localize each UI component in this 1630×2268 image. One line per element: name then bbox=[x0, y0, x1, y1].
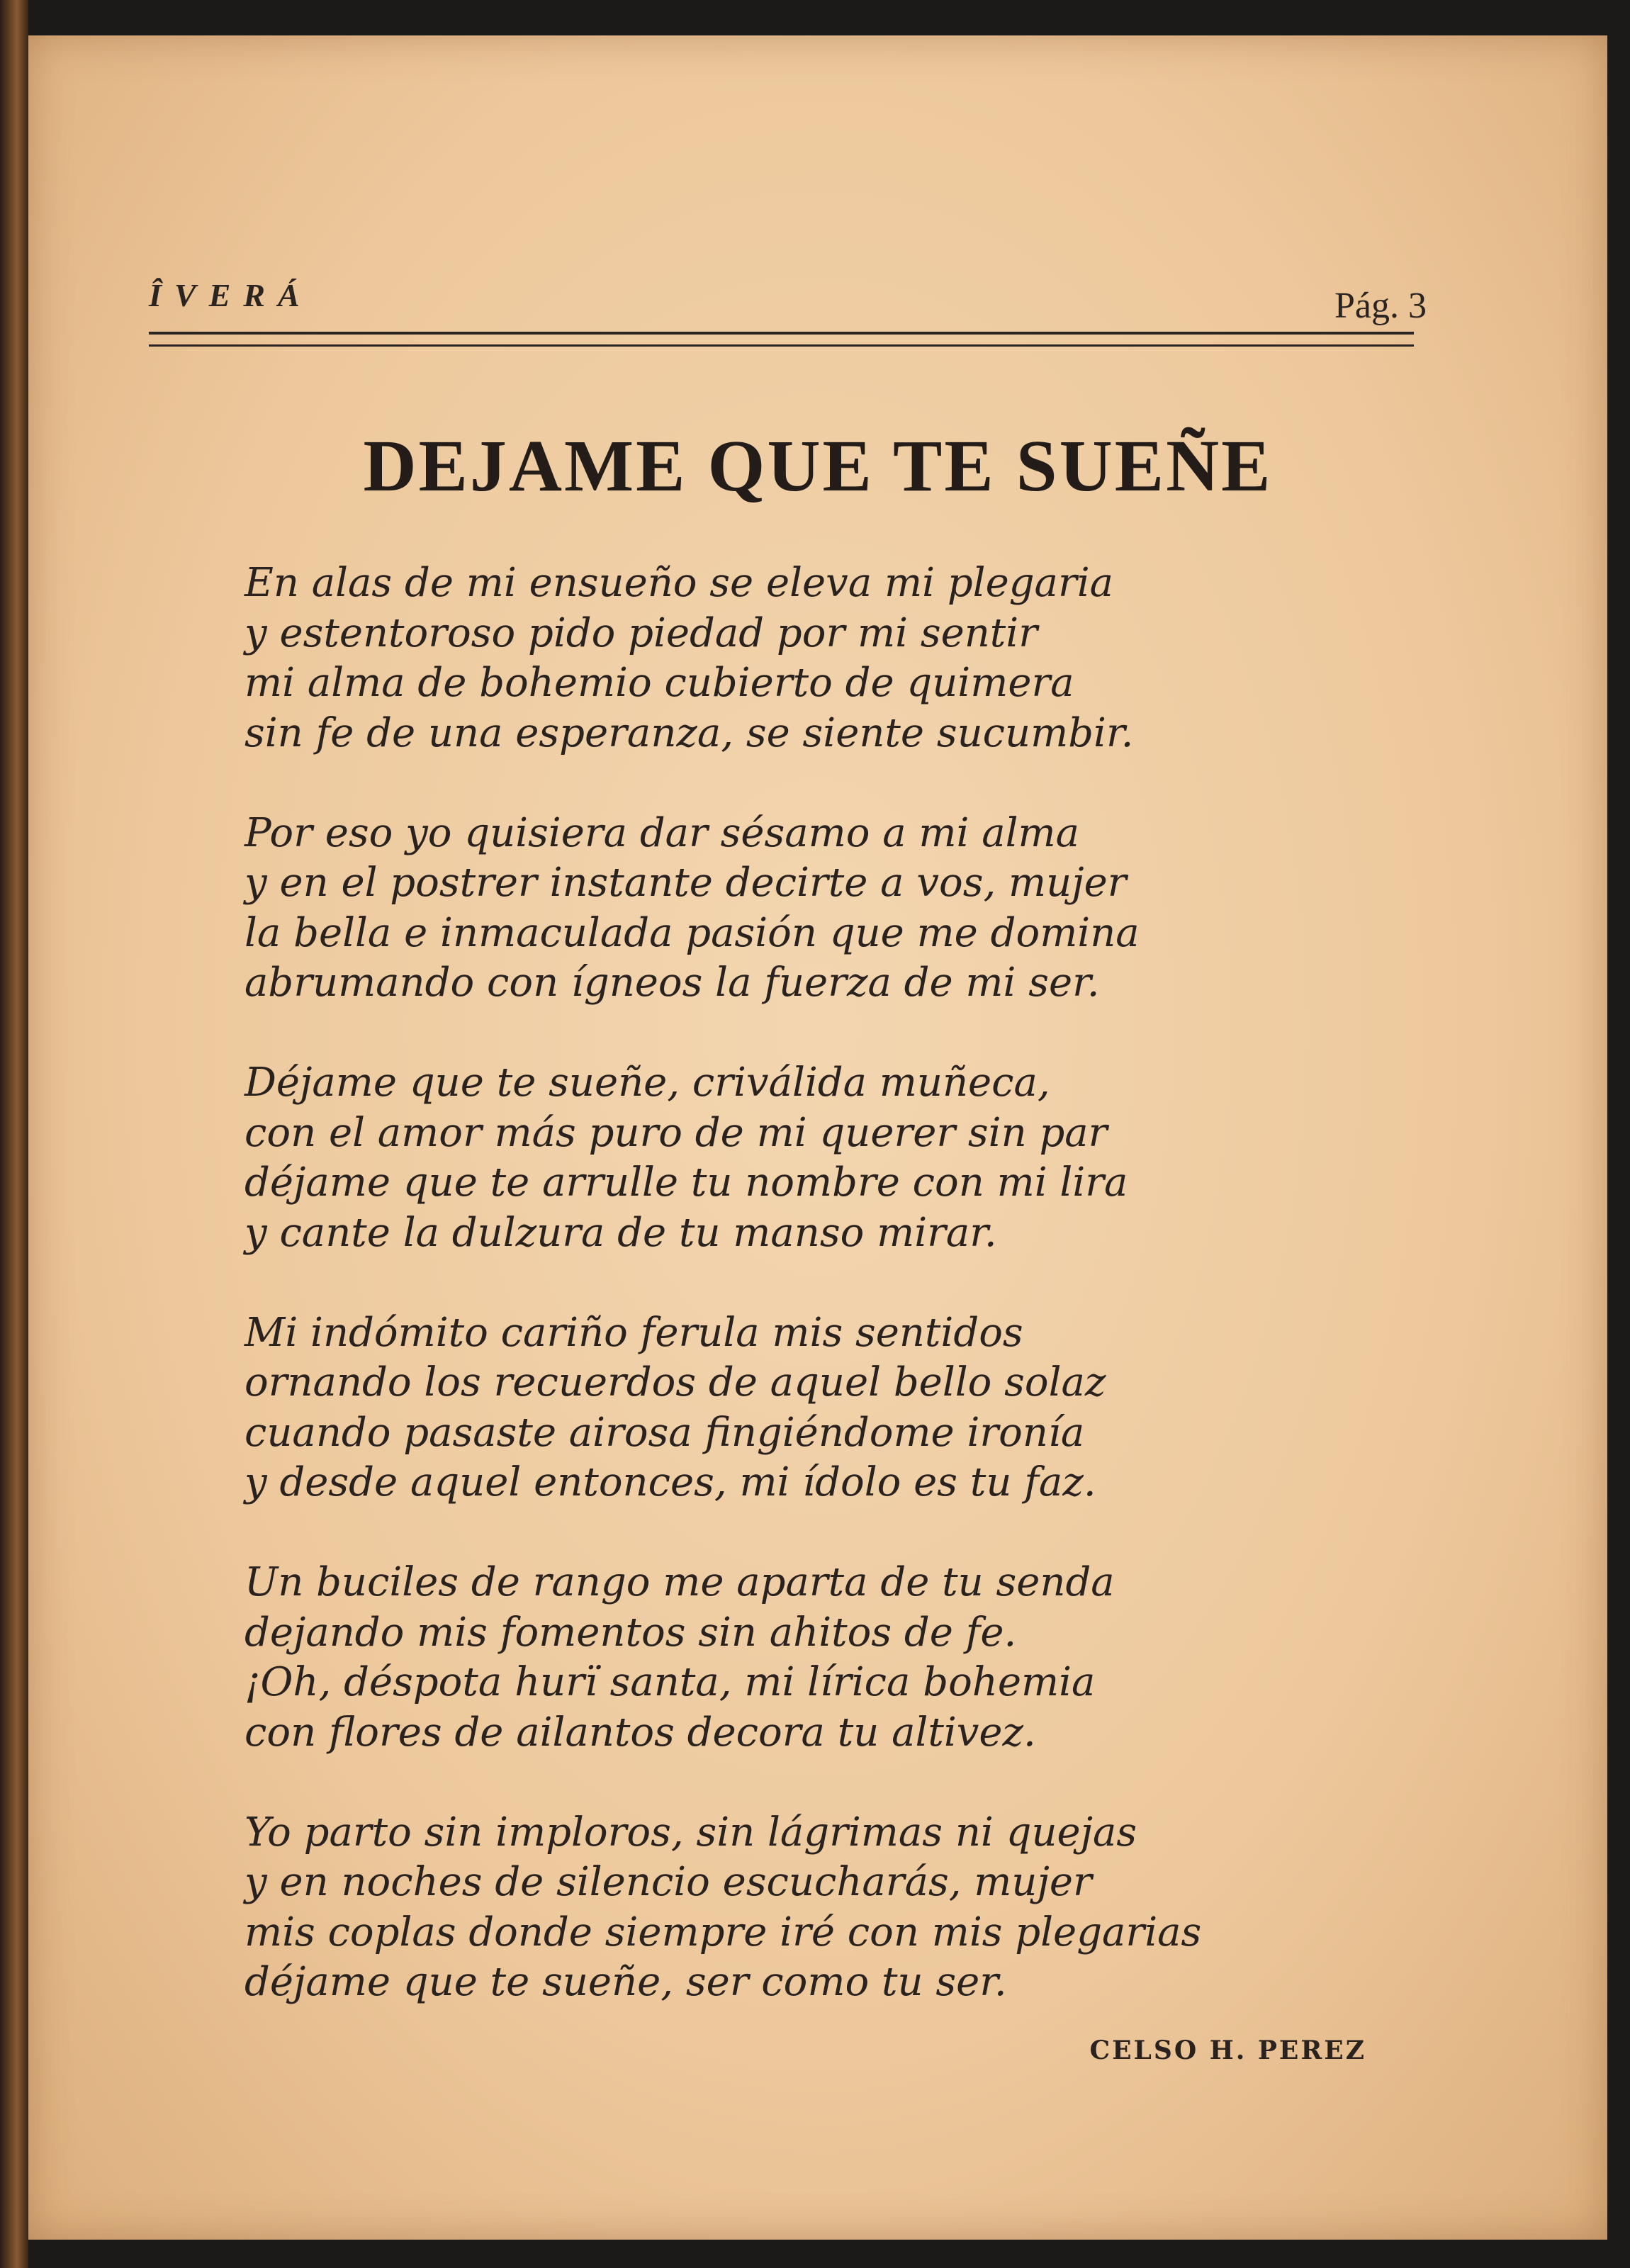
poem-line: cuando pasaste airosa fingiéndome ironía bbox=[244, 1409, 1085, 1456]
poem-line: y cante la dulzura de tu manso mirar. bbox=[244, 1209, 997, 1256]
poem-line: Yo parto sin imploros, sin lágrimas ni quejas bbox=[244, 1809, 1137, 1856]
poem-line: y en el postrer instante decirte a vos, mujer bbox=[244, 860, 1127, 906]
poem-line: Por eso yo quisiera dar sésamo a mi alma bbox=[244, 809, 1080, 856]
poem-author: CELSO H. PEREZ bbox=[1089, 2036, 1366, 2065]
poem-line: mi alma de bohemio cubierto de quimera bbox=[244, 660, 1074, 706]
poem-line: y en noches de silencio escucharás, mujer bbox=[244, 1859, 1092, 1905]
poem-line: Déjame que te sueñe, criválida muñeca, bbox=[244, 1060, 1050, 1106]
poem-stanza bbox=[244, 1558, 1201, 1758]
poem-line: déjame que te sueñe, ser como tu ser. bbox=[244, 1959, 1007, 2005]
magazine-page bbox=[28, 35, 1607, 2240]
book-spine bbox=[0, 0, 28, 2268]
poem-line: sin fe de una esperanza, se siente sucumbir. bbox=[244, 709, 1134, 756]
poem-line: y estentoroso pido piedad por mi sentir bbox=[244, 610, 1038, 656]
poem-stanza bbox=[244, 1808, 1201, 2008]
poem-line: Un buciles de rango me aparta de tu senda bbox=[244, 1559, 1115, 1605]
poem-title: DEJAME QUE TE SUEÑE bbox=[363, 425, 1273, 507]
poem-line: ¡Oh, déspota hurï santa, mi lírica bohemia bbox=[244, 1659, 1096, 1705]
poem-body bbox=[244, 558, 1201, 2058]
magazine-name: ÎVERÁ bbox=[149, 277, 313, 313]
poem-line: mis coplas donde siempre iré con mis plegarias bbox=[244, 1909, 1202, 1955]
poem-line: y desde aquel entonces, mi ídolo es tu faz. bbox=[244, 1459, 1096, 1505]
header-rule bbox=[149, 332, 1414, 347]
poem-stanza bbox=[244, 1058, 1201, 1258]
poem-line: con flores de ailantos decora tu altivez. bbox=[244, 1709, 1036, 1756]
poem-line: abrumando con ígneos la fuerza de mi ser. bbox=[244, 960, 1100, 1006]
poem-line: con el amor más puro de mi querer sin par bbox=[244, 1109, 1108, 1156]
poem-line: déjame que te arrulle tu nombre con mi lira bbox=[244, 1160, 1128, 1206]
poem-line: la bella e inmaculada pasión que me domina bbox=[244, 909, 1140, 956]
poem-stanza bbox=[244, 558, 1201, 758]
poem-line: ornando los recuerdos de aquel bello solaz bbox=[244, 1359, 1106, 1405]
poem-line: Mi indómito cariño ferula mis sentidos bbox=[244, 1309, 1023, 1356]
poem-line: En alas de mi ensueño se eleva mi plegaria bbox=[244, 560, 1114, 606]
poem-stanza bbox=[244, 809, 1201, 1009]
page-number: Pág. 3 bbox=[1334, 286, 1427, 326]
poem-stanza bbox=[244, 1308, 1201, 1508]
poem-line: dejando mis fomentos sin ahitos de fe. bbox=[244, 1609, 1017, 1656]
